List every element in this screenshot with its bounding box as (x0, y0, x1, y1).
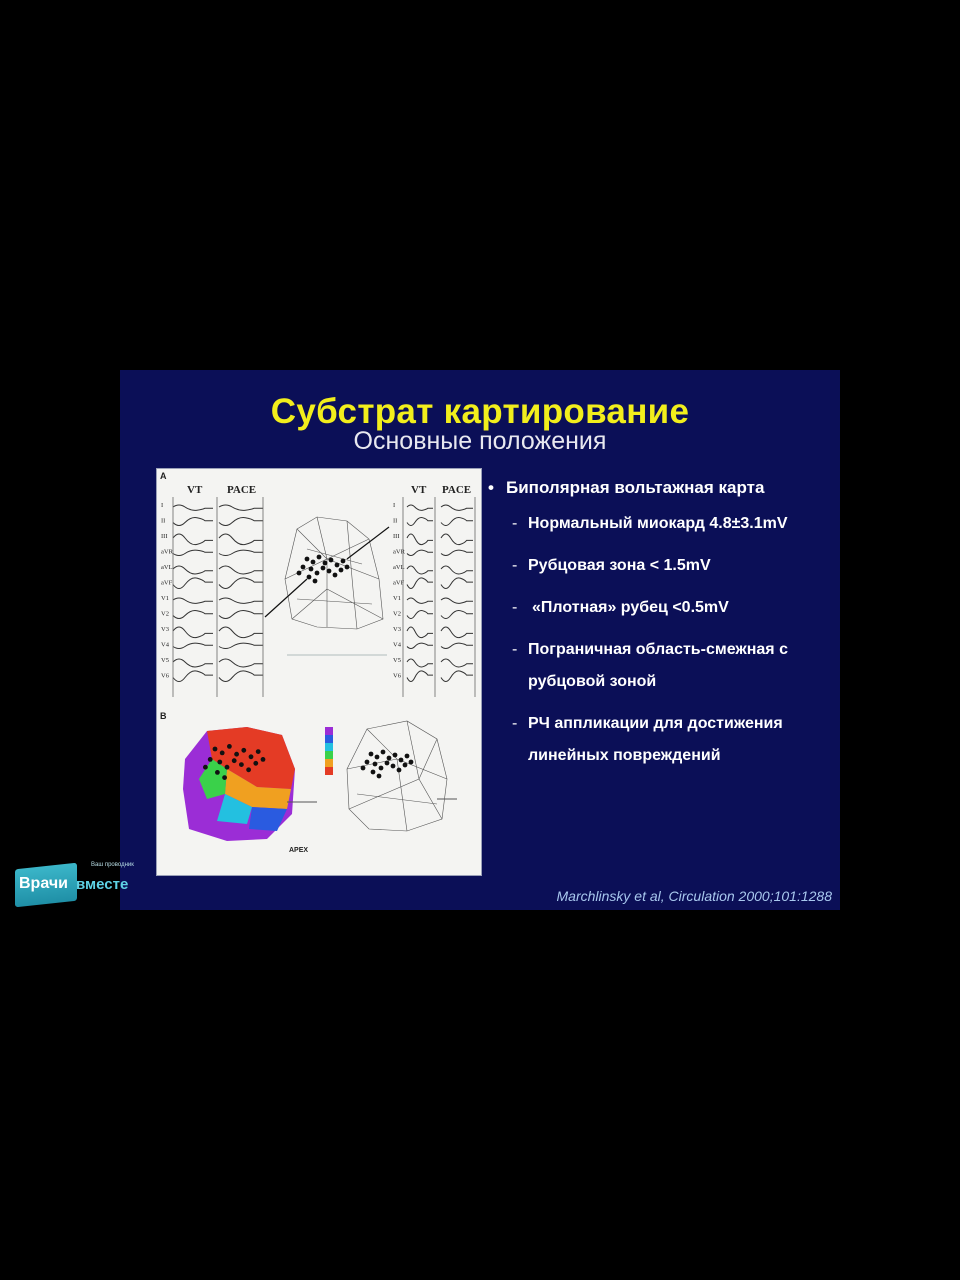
ablation-point (232, 758, 237, 763)
slide-subtitle: Основные положения (353, 427, 607, 455)
ecg-trace (219, 518, 263, 526)
ablation-point (371, 770, 376, 775)
presentation-slide (120, 370, 840, 910)
dash-icon: - (512, 641, 518, 658)
ablation-point (315, 571, 320, 576)
lead-label: II (161, 517, 166, 525)
ecg-trace (407, 518, 433, 526)
ablation-point (234, 752, 239, 757)
panel-a-label: A (160, 471, 167, 481)
ecg-traces (173, 497, 475, 697)
ablation-point (377, 774, 382, 779)
ablation-point (335, 563, 340, 568)
ecg-trace (173, 627, 213, 638)
ecg-trace (441, 505, 473, 510)
ecg-trace (407, 611, 433, 619)
lead-label: aVL (161, 564, 173, 571)
ecg-trace (173, 578, 213, 589)
ablation-point (215, 770, 220, 775)
ablation-point (403, 763, 408, 768)
ecg-trace (407, 578, 433, 589)
lead-label: V2 (161, 610, 169, 618)
slide-title: Субстрат картирование (270, 392, 690, 431)
ablation-point (327, 569, 332, 574)
citation: Marchlinsky et al, Circulation 2000;101:1288 (556, 888, 832, 904)
color-scale-bar (325, 727, 333, 775)
logo-main-text: Врачи (19, 875, 68, 892)
ecg-trace (219, 505, 263, 510)
ablation-point (227, 744, 232, 749)
ablation-point (297, 571, 302, 576)
ecg-trace (441, 598, 473, 603)
dash-icon: - (512, 557, 518, 574)
lead-label: II (393, 517, 398, 525)
ecg-trace (407, 566, 433, 574)
ecg-trace (219, 643, 263, 648)
lead-label: V1 (161, 595, 169, 602)
ecg-trace (407, 550, 433, 555)
sub-item-text: «Плотная» рубец <0.5mV (532, 599, 729, 616)
ablation-point (208, 757, 213, 762)
dash-icon: - (512, 515, 518, 532)
ablation-point (397, 768, 402, 773)
ablation-point (345, 565, 350, 570)
pace-label-right: PACE (442, 484, 472, 496)
ecg-trace (219, 578, 263, 589)
ablation-point (333, 573, 338, 578)
ecg-trace (219, 534, 263, 545)
ablation-point (341, 559, 346, 564)
wireframe-map-b (347, 721, 447, 831)
lead-labels-left (161, 502, 174, 680)
ecg-trace (219, 566, 263, 574)
ablation-point (387, 756, 392, 761)
figure-panel (156, 468, 482, 876)
lead-label: aVF (393, 579, 405, 587)
ecg-trace (441, 627, 473, 638)
ecg-trace (219, 598, 263, 603)
ecg-trace (407, 534, 433, 545)
sub-item (486, 592, 836, 624)
ablation-point (253, 761, 258, 766)
ablation-point (213, 747, 218, 752)
dash-icon: - (512, 715, 518, 732)
ablation-points-a (297, 555, 350, 584)
bullet-main (486, 478, 836, 498)
sub-item (486, 634, 836, 698)
lead-label: aVR (393, 548, 405, 556)
logo-tagline: Ваш проводник (91, 862, 134, 868)
ablation-point (323, 561, 328, 566)
lead-label: V1 (393, 595, 401, 602)
ablation-point (249, 754, 254, 759)
ablation-point (405, 754, 410, 759)
ecg-trace (441, 550, 473, 555)
ecg-trace (407, 659, 433, 667)
ecg-trace (173, 550, 213, 555)
ablation-point (246, 767, 251, 772)
ablation-point (225, 765, 230, 770)
lead-label: III (161, 533, 168, 540)
ecg-trace (173, 505, 213, 510)
lead-label: I (161, 502, 164, 509)
pointer-line-a2 (347, 527, 389, 559)
sub-item-text: Нормальный миокард 4.8±3.1mV (528, 515, 788, 532)
lead-label: I (393, 502, 396, 509)
ecg-trace (173, 659, 213, 667)
ecg-trace (441, 578, 473, 589)
ecg-trace (407, 671, 433, 682)
ecg-trace (219, 550, 263, 555)
lead-label: V4 (393, 641, 401, 649)
lead-label: V2 (393, 610, 401, 618)
ablation-point (241, 748, 246, 753)
ecg-trace (441, 671, 473, 682)
sub-item-text: Пограничная область-смежная с рубцовой зоной (528, 641, 788, 690)
ecg-trace (173, 534, 213, 545)
lead-label: V6 (161, 672, 169, 680)
ablation-point (220, 751, 225, 756)
logo-second-text: вместе (76, 876, 129, 893)
ablation-point (361, 766, 366, 771)
ablation-point (369, 752, 374, 757)
ablation-point (261, 757, 266, 762)
vt-label-left: VT (187, 484, 203, 496)
lead-label: V4 (161, 641, 169, 649)
dash-icon: - (512, 599, 518, 616)
ecg-trace (407, 598, 433, 603)
ablation-point (409, 760, 414, 765)
ablation-point (339, 568, 344, 573)
lead-label: V3 (161, 626, 169, 633)
ecg-trace (441, 566, 473, 574)
bullet-main-text: Биполярная вольтажная карта (506, 478, 765, 497)
ecg-trace (173, 518, 213, 526)
ecg-trace (173, 611, 213, 619)
ecg-trace (173, 671, 213, 682)
panel-b-label: B (160, 711, 167, 721)
lead-label: V6 (393, 672, 401, 680)
ablation-point (373, 762, 378, 767)
ablation-point (307, 575, 312, 580)
ecg-trace (219, 659, 263, 667)
ecg-trace (441, 643, 473, 648)
lead-label: aVF (161, 579, 173, 587)
ecg-trace (441, 518, 473, 526)
ecg-trace (407, 627, 433, 638)
ablation-point (385, 761, 390, 766)
pace-label-left: PACE (227, 484, 257, 496)
ecg-trace (441, 534, 473, 545)
apex-label: APEX (289, 847, 309, 854)
sub-item (486, 508, 836, 540)
ablation-point (311, 560, 316, 565)
ablation-points-c (361, 750, 414, 779)
ablation-point (329, 558, 334, 563)
sub-item-text: Рубцовая зона < 1.5mV (528, 557, 711, 574)
voltage-color-map (183, 727, 295, 841)
ablation-point (305, 557, 310, 562)
lead-label: V5 (161, 657, 169, 664)
ablation-point (365, 760, 370, 765)
ecg-trace (407, 505, 433, 510)
channel-logo (15, 862, 141, 906)
lead-label: V3 (393, 626, 401, 633)
sub-item (486, 550, 836, 582)
vt-label-right: VT (411, 484, 427, 496)
ecg-trace (219, 627, 263, 638)
ablation-point (222, 775, 227, 780)
ablation-point (217, 760, 222, 765)
ecg-trace (173, 643, 213, 648)
ecg-trace (173, 598, 213, 603)
ablation-point (393, 753, 398, 758)
ablation-point (321, 566, 326, 571)
ecg-trace (441, 659, 473, 667)
ecg-trace (173, 566, 213, 574)
lead-label: III (393, 533, 400, 540)
ablation-point (379, 766, 384, 771)
sub-item (486, 708, 836, 772)
ablation-point (203, 765, 208, 770)
ablation-point (317, 555, 322, 560)
ablation-point (309, 567, 314, 572)
ablation-point (375, 755, 380, 760)
ecg-trace (441, 611, 473, 619)
ecg-trace (219, 611, 263, 619)
ablation-point (399, 758, 404, 763)
ablation-point (301, 565, 306, 570)
ablation-point (313, 579, 318, 584)
lead-label: aVL (393, 564, 405, 571)
sub-item-text: РЧ аппликации для достижения линейных повреждений (528, 715, 783, 764)
ablation-point (381, 750, 386, 755)
ecg-trace (407, 643, 433, 648)
ecg-and-map-figure (157, 469, 481, 875)
ablation-point (239, 762, 244, 767)
lead-labels-right (393, 502, 406, 680)
lead-label: V5 (393, 657, 401, 664)
ecg-trace (219, 671, 263, 682)
ablation-point (391, 764, 396, 769)
bullet-list (486, 478, 836, 772)
bullet-dot-icon: • (488, 478, 494, 497)
ablation-point (256, 749, 261, 754)
lead-label: aVR (161, 548, 173, 556)
